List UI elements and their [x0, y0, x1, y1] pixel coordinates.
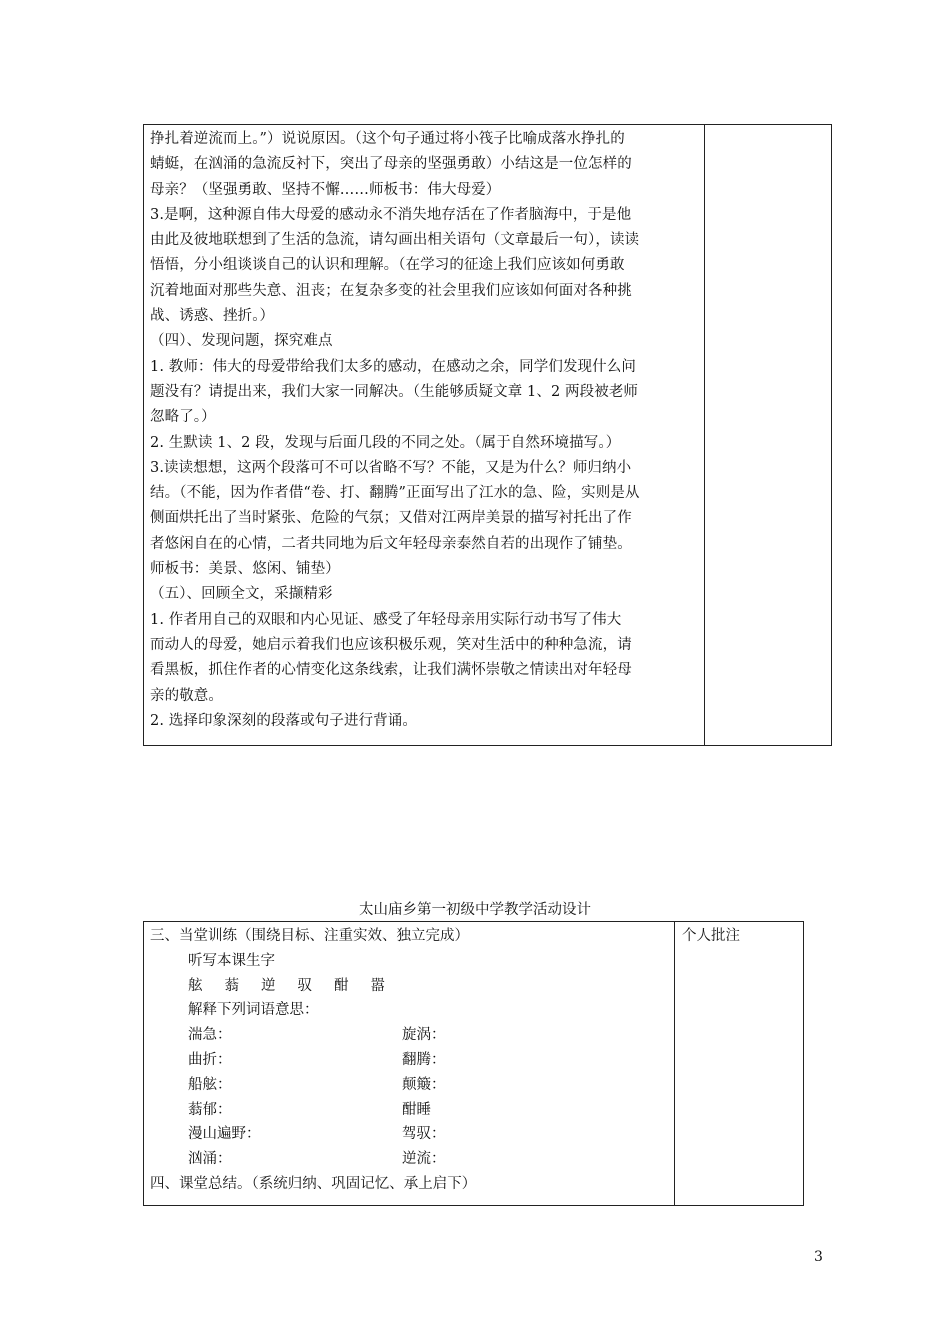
notes-column-header: 个人批注	[682, 928, 740, 944]
paragraph-line: 蜻蜓，在汹涌的急流反衬下，突出了母亲的坚强勇敢）小结这是一位怎样的	[150, 156, 632, 173]
vocab-row	[150, 1147, 670, 1172]
vocab-row	[150, 1122, 670, 1147]
paragraph-line: 沉着地面对那些失意、沮丧；在复杂多变的社会里我们应该如何面对各种挑	[150, 282, 632, 299]
paragraph-line: 题没有？请提出来，我们大家一同解决。（生能够质疑文章 1、2 两段被老师	[150, 383, 639, 400]
section-heading: （四）、发现问题，探究难点	[150, 333, 333, 350]
training-heading: 三、当堂训练（围绕目标、注重实效、独立完成）	[150, 928, 469, 944]
paragraph-line: 3.是啊，这种源自伟大母爱的感动永不消失地存活在了作者脑海中，于是他	[150, 206, 632, 223]
summary-heading: 四、课堂总结。（系统归纳、巩固记忆、承上启下）	[150, 1175, 477, 1192]
paragraph-line: 挣扎着逆流而上。”）说说原因。（这个句子通过将小筏子比喻成落水挣扎的	[150, 131, 625, 147]
paragraph-line: 1. 作者用自己的双眼和内心见证、感受了年轻母亲用实际行动书写了伟大	[150, 611, 622, 628]
lesson-content	[150, 127, 700, 734]
paragraph-line: 亲的敬意。	[150, 687, 223, 704]
paragraph-line: 母亲？（坚强勇敢、坚持不懈……师板书：伟大母爱）	[150, 181, 501, 198]
paragraph-line: 悟悟，分小组谈谈自己的认识和理解。（在学习的征途上我们应该如何勇敢	[150, 257, 625, 274]
dictation-char: 嚣	[370, 977, 385, 994]
vocab-term: 曲折：	[188, 1051, 232, 1068]
dictation-char: 蓊	[224, 977, 239, 994]
table-caption: 太山庙乡第一初级中学教学活动设计	[359, 902, 591, 918]
column-divider	[674, 922, 675, 1205]
vocab-row	[150, 1023, 670, 1048]
paragraph-line: 结。（不能，因为作者借“卷、打、翻腾”正面写出了江水的急、险，实则是从	[150, 485, 640, 502]
paragraph-line: 者悠闲自在的心情，二者共同地为后文年轻母亲泰然自若的出现作了铺垫。	[150, 535, 632, 552]
page-number: 3	[814, 1249, 823, 1265]
column-divider	[704, 125, 705, 745]
vocab-row	[150, 1073, 670, 1098]
section-heading: （五）、回顾全文，采撷精彩	[150, 586, 333, 603]
dictation-characters	[150, 974, 670, 999]
paragraph-line: 3.读读想想，这两个段落可不可以省略不写？不能，又是为什么？师归纳小	[150, 459, 632, 476]
vocab-term: 湍急：	[188, 1027, 232, 1044]
explain-label: 解释下列词语意思：	[188, 1002, 319, 1019]
lesson-table-bottom	[143, 921, 804, 1206]
paragraph-line: 2. 生默读 1、2 段，发现与后面几段的不同之处。（属于自然环境描写。）	[150, 434, 621, 451]
training-content	[150, 924, 670, 1197]
vocab-row	[150, 1048, 670, 1073]
vocab-row	[150, 1098, 670, 1123]
paragraph-line: 忽略了。）	[150, 409, 216, 426]
lesson-table-top	[143, 124, 832, 746]
paragraph-line: 看黑板，抓住作者的心情变化这条线索，让我们满怀崇敬之情读出对年轻母	[150, 662, 632, 679]
vocab-term: 翻腾：	[402, 1051, 446, 1068]
paragraph-line: 师板书：美景、悠闲、铺垫）	[150, 561, 340, 578]
paragraph-line: 而动人的母爱，她启示着我们也应该积极乐观，笑对生活中的种种急流，请	[150, 636, 632, 653]
vocab-term: 汹涌：	[188, 1151, 232, 1168]
vocab-term: 酣睡	[402, 1101, 431, 1118]
paragraph-line: 战、诱惑、挫折。）	[150, 308, 275, 325]
vocab-term: 蓊郁：	[188, 1101, 232, 1118]
paragraph-line: 由此及彼地联想到了生活的急流，请勾画出相关语句（文章最后一句），读读	[150, 232, 640, 249]
vocab-term: 旋涡：	[402, 1027, 446, 1044]
vocab-term: 逆流：	[402, 1151, 446, 1168]
vocab-term: 颠簸：	[402, 1076, 446, 1093]
vocab-term: 漫山遍野：	[188, 1126, 261, 1143]
vocab-term: 船舷：	[188, 1076, 232, 1093]
dictation-char: 驭	[297, 977, 312, 994]
paragraph-line: 侧面烘托出了当时紧张、危险的气氛；又借对江两岸美景的描写衬托出了作	[150, 510, 632, 527]
vocab-term: 驾驭：	[402, 1126, 446, 1143]
dictation-char: 舷	[188, 977, 203, 994]
dictation-label: 听写本课生字	[188, 952, 275, 969]
paragraph-line: 2. 选择印象深刻的段落或句子进行背诵。	[150, 712, 417, 729]
dictation-char: 酣	[334, 977, 349, 994]
paragraph-line: 1. 教师：伟大的母爱带给我们太多的感动，在感动之余，同学们发现什么问	[150, 358, 636, 375]
dictation-char: 逆	[261, 977, 276, 994]
